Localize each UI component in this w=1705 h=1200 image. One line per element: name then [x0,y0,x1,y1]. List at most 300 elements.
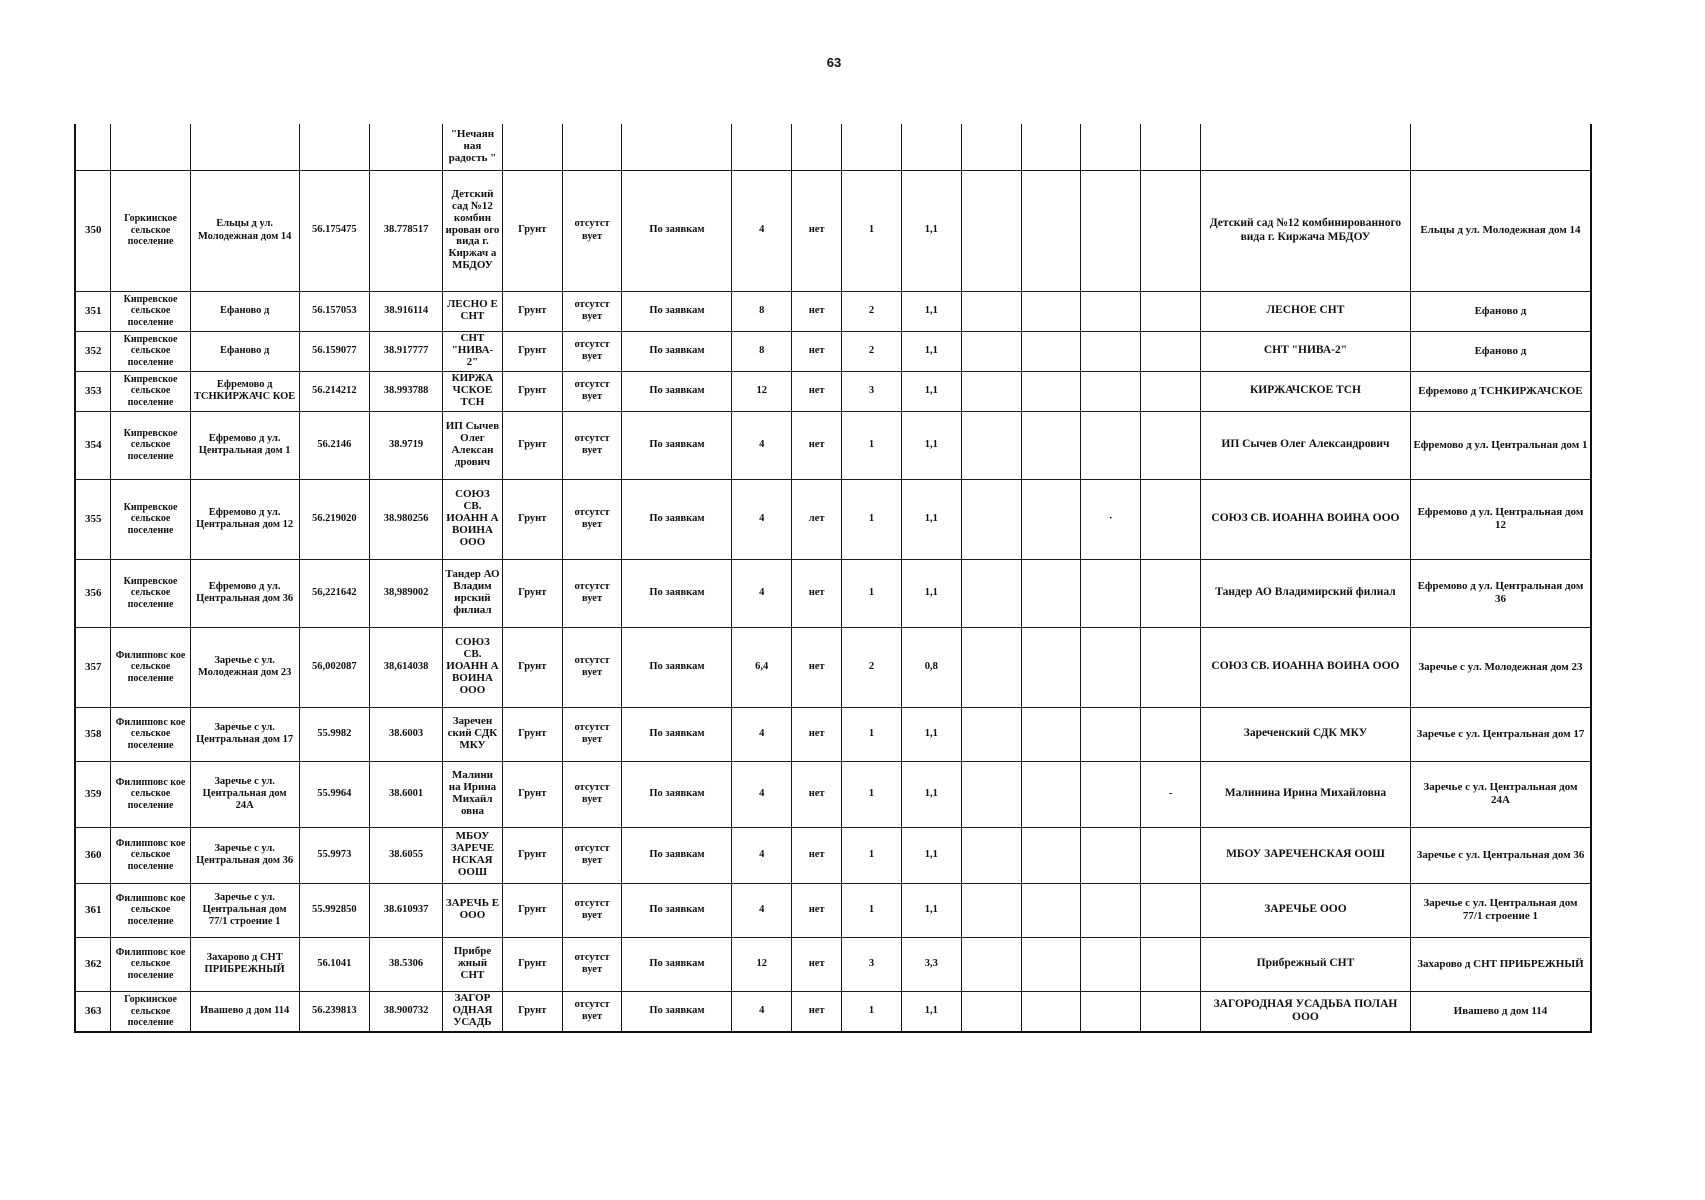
cell-longitude [370,124,443,170]
cell-longitude: 38.6003 [370,707,443,761]
cell-surface: Грунт [502,479,562,559]
cell-organization: СОЮЗ СВ. ИОАННА ВОИНА ООО [1201,479,1411,559]
cell-waste-source: Ефремово д ул. Центральная дом 36 [1410,559,1591,627]
cell-site-name: Тандер АО Владим ирский филиал [443,559,503,627]
cell-covered: нет [792,170,842,291]
cell-surface: Грунт [502,170,562,291]
cell-site-name: Заречен ский СДК МКУ [443,707,503,761]
cell-schedule: По заявкам [622,411,732,479]
cell-address: Ефремово д ТСНКИРЖАЧС КОЕ [190,371,299,411]
cell-organization: ИП Сычев Олег Александрович [1201,411,1411,479]
cell-area: 4 [732,991,792,1032]
cell-schedule: По заявкам [622,991,732,1032]
cell-area: 4 [732,761,792,827]
cell-extra-2 [1021,371,1081,411]
cell-fence: отсутст вует [562,827,622,883]
cell-extra-1 [961,761,1021,827]
cell-fence: отсутст вует [562,479,622,559]
cell-extra-3 [1081,761,1141,827]
cell-covered [792,124,842,170]
cell-covered: нет [792,761,842,827]
cell-container-count: 1 [842,883,902,937]
cell-extra-1 [961,291,1021,331]
cell-extra-2 [1021,937,1081,991]
cell-extra-1 [961,827,1021,883]
cell-surface: Грунт [502,991,562,1032]
cell-surface: Грунт [502,883,562,937]
cell-settlement: Филипповс кое сельское поселение [111,627,190,707]
cell-fence: отсутст вует [562,291,622,331]
cell-number: 353 [75,371,111,411]
table-row [75,170,1591,291]
cell-extra-4 [1141,707,1201,761]
cell-fence: отсутст вует [562,991,622,1032]
cell-waste-source: Ельцы д ул. Молодежная дом 14 [1410,170,1591,291]
cell-organization: Прибрежный СНТ [1201,937,1411,991]
cell-fence: отсутст вует [562,937,622,991]
cell-address: Заречье с ул. Центральная дом 24А [190,761,299,827]
cell-settlement: Филипповс кое сельское поселение [111,827,190,883]
cell-surface: Грунт [502,707,562,761]
cell-latitude: 56.175475 [299,170,370,291]
cell-settlement: Горкинское сельское поселение [111,170,190,291]
cell-longitude: 38,614038 [370,627,443,707]
cell-latitude: 56.157053 [299,291,370,331]
cell-address: Ельцы д ул. Молодежная дом 14 [190,170,299,291]
cell-schedule [622,124,732,170]
cell-covered: нет [792,291,842,331]
cell-number: 361 [75,883,111,937]
cell-schedule: По заявкам [622,291,732,331]
cell-site-name: ЗАРЕЧЬ Е ООО [443,883,503,937]
cell-number: 363 [75,991,111,1032]
cell-covered: нет [792,937,842,991]
cell-extra-3 [1081,937,1141,991]
table-row [75,883,1591,937]
cell-covered: нет [792,331,842,371]
cell-longitude: 38.980256 [370,479,443,559]
cell-longitude: 38.6001 [370,761,443,827]
cell-number: 355 [75,479,111,559]
cell-surface: Грунт [502,411,562,479]
cell-settlement: Горкинское сельское поселение [111,991,190,1032]
cell-extra-2 [1021,627,1081,707]
cell-area: 4 [732,479,792,559]
cell-longitude: 38.610937 [370,883,443,937]
cell-number: 359 [75,761,111,827]
table-row [75,707,1591,761]
cell-extra-3: · [1081,479,1141,559]
cell-waste-source: Заречье с ул. Центральная дом 77/1 строение 1 [1410,883,1591,937]
cell-extra-4 [1141,991,1201,1032]
table-row [75,827,1591,883]
cell-organization: СОЮЗ СВ. ИОАННА ВОИНА ООО [1201,627,1411,707]
cell-schedule: По заявкам [622,827,732,883]
cell-area [732,124,792,170]
cell-fence: отсутст вует [562,707,622,761]
cell-extra-3 [1081,827,1141,883]
cell-organization: ЗАГОРОДНАЯ УСАДЬБА ПОЛАН ООО [1201,991,1411,1032]
cell-address: Ивашево д дом 114 [190,991,299,1032]
cell-extra-3 [1081,627,1141,707]
cell-covered: нет [792,371,842,411]
cell-container-volume: 1,1 [901,991,961,1032]
cell-extra-1 [961,937,1021,991]
cell-settlement: Кипревское сельское поселение [111,291,190,331]
cell-extra-2 [1021,559,1081,627]
cell-longitude: 38.916114 [370,291,443,331]
cell-organization: Малинина Ирина Михайловна [1201,761,1411,827]
cell-number [75,124,111,170]
table-row [75,411,1591,479]
table-row [75,371,1591,411]
cell-extra-4 [1141,479,1201,559]
cell-container-count: 2 [842,627,902,707]
cell-settlement: Кипревское сельское поселение [111,479,190,559]
cell-longitude: 38.917777 [370,331,443,371]
cell-organization: КИРЖАЧСКОЕ ТСН [1201,371,1411,411]
cell-site-name: ЗАГОР ОДНАЯ УСАДЬ [443,991,503,1032]
cell-container-volume: 1,1 [901,331,961,371]
cell-container-volume [901,124,961,170]
cell-surface: Грунт [502,937,562,991]
cell-address: Заречье с ул. Центральная дом 36 [190,827,299,883]
cell-extra-1 [961,479,1021,559]
cell-waste-source [1410,124,1591,170]
cell-covered: нет [792,411,842,479]
cell-fence: отсутст вует [562,170,622,291]
cell-container-volume: 1,1 [901,827,961,883]
cell-settlement [111,124,190,170]
cell-longitude: 38.993788 [370,371,443,411]
table-row [75,291,1591,331]
cell-container-volume: 1,1 [901,479,961,559]
cell-latitude: 55.9964 [299,761,370,827]
cell-container-count: 2 [842,331,902,371]
cell-covered: нет [792,627,842,707]
cell-extra-4 [1141,883,1201,937]
cell-extra-2 [1021,761,1081,827]
table-row [75,937,1591,991]
cell-container-volume: 1,1 [901,559,961,627]
cell-covered: нет [792,559,842,627]
cell-schedule: По заявкам [622,371,732,411]
cell-longitude: 38.9719 [370,411,443,479]
cell-settlement: Кипревское сельское поселение [111,331,190,371]
cell-site-name: МБОУ ЗАРЕЧЕ НСКАЯ ООШ [443,827,503,883]
cell-longitude: 38.900732 [370,991,443,1032]
cell-extra-3 [1081,559,1141,627]
cell-latitude: 55.9982 [299,707,370,761]
cell-settlement: Кипревское сельское поселение [111,411,190,479]
cell-longitude: 38.778517 [370,170,443,291]
cell-area: 4 [732,883,792,937]
cell-waste-source: Ефаново д [1410,291,1591,331]
cell-latitude: 56,002087 [299,627,370,707]
cell-container-count: 3 [842,371,902,411]
cell-site-name: "Нечаян ная радость " [443,124,503,170]
cell-surface: Грунт [502,291,562,331]
cell-fence: отсутст вует [562,627,622,707]
cell-longitude: 38,989002 [370,559,443,627]
cell-organization [1201,124,1411,170]
cell-number: 351 [75,291,111,331]
cell-address: Заречье с ул. Молодежная дом 23 [190,627,299,707]
cell-container-count [842,124,902,170]
cell-container-count: 1 [842,991,902,1032]
cell-waste-source: Заречье с ул. Центральная дом 36 [1410,827,1591,883]
cell-schedule: По заявкам [622,761,732,827]
cell-schedule: По заявкам [622,937,732,991]
cell-container-volume: 1,1 [901,371,961,411]
cell-area: 8 [732,331,792,371]
table-row [75,991,1591,1032]
cell-extra-4: - [1141,761,1201,827]
cell-extra-4 [1141,937,1201,991]
cell-covered: нет [792,883,842,937]
cell-area: 4 [732,827,792,883]
table-row [75,761,1591,827]
cell-address: Ефаново д [190,331,299,371]
cell-fence [562,124,622,170]
cell-settlement: Филипповс кое сельское поселение [111,761,190,827]
cell-fence: отсутст вует [562,883,622,937]
cell-latitude: 56.219020 [299,479,370,559]
cell-area: 4 [732,707,792,761]
cell-extra-2 [1021,707,1081,761]
cell-site-name: КИРЖА ЧСКОЕ ТСН [443,371,503,411]
cell-waste-source: Ефремово д ТСНКИРЖАЧСКОЕ [1410,371,1591,411]
cell-extra-2 [1021,991,1081,1032]
cell-schedule: По заявкам [622,707,732,761]
page-number: 63 [826,55,842,70]
cell-surface [502,124,562,170]
cell-extra-3 [1081,371,1141,411]
cell-extra-1 [961,331,1021,371]
cell-extra-1 [961,411,1021,479]
cell-extra-3 [1081,170,1141,291]
cell-extra-1 [961,559,1021,627]
table-row [75,331,1591,371]
cell-fence: отсутст вует [562,331,622,371]
cell-address: Заречье с ул. Центральная дом 77/1 строение 1 [190,883,299,937]
cell-container-volume: 1,1 [901,761,961,827]
cell-longitude: 38.6055 [370,827,443,883]
cell-covered: лет [792,479,842,559]
cell-latitude: 56.1041 [299,937,370,991]
cell-container-volume: 1,1 [901,170,961,291]
cell-extra-2 [1021,479,1081,559]
cell-extra-1 [961,124,1021,170]
cell-area: 4 [732,559,792,627]
cell-extra-4 [1141,411,1201,479]
cell-organization: ЛЕСНОЕ СНТ [1201,291,1411,331]
cell-extra-1 [961,707,1021,761]
cell-container-count: 2 [842,291,902,331]
cell-extra-3 [1081,991,1141,1032]
cell-latitude: 56.2146 [299,411,370,479]
cell-schedule: По заявкам [622,627,732,707]
cell-latitude: 56.239813 [299,991,370,1032]
cell-extra-4 [1141,627,1201,707]
cell-waste-source: Заречье с ул. Центральная дом 24А [1410,761,1591,827]
cell-surface: Грунт [502,627,562,707]
cell-latitude: 55.9973 [299,827,370,883]
cell-extra-3 [1081,707,1141,761]
cell-container-count: 1 [842,707,902,761]
cell-extra-4 [1141,291,1201,331]
cell-address: Заречье с ул. Центральная дом 17 [190,707,299,761]
cell-longitude: 38.5306 [370,937,443,991]
cell-extra-4 [1141,371,1201,411]
cell-area: 8 [732,291,792,331]
cell-container-count: 3 [842,937,902,991]
cell-extra-4 [1141,559,1201,627]
cell-container-volume: 1,1 [901,291,961,331]
cell-site-name: ИП Сычев Олег Алексан дрович [443,411,503,479]
cell-covered: нет [792,827,842,883]
cell-area: 12 [732,371,792,411]
cell-extra-1 [961,627,1021,707]
cell-waste-source: Ивашево д дом 114 [1410,991,1591,1032]
cell-extra-2 [1021,170,1081,291]
cell-address: Ефремово д ул. Центральная дом 12 [190,479,299,559]
cell-number: 358 [75,707,111,761]
cell-container-count: 1 [842,559,902,627]
cell-waste-source: Ефремово д ул. Центральная дом 12 [1410,479,1591,559]
cell-extra-2 [1021,883,1081,937]
cell-schedule: По заявкам [622,883,732,937]
cell-extra-3 [1081,291,1141,331]
cell-site-name: Прибре жный СНТ [443,937,503,991]
cell-fence: отсутст вует [562,761,622,827]
cell-waste-source: Заречье с ул. Центральная дом 17 [1410,707,1591,761]
registry-table [74,124,1592,1033]
cell-organization: СНТ "НИВА-2" [1201,331,1411,371]
cell-container-volume: 1,1 [901,411,961,479]
cell-number: 357 [75,627,111,707]
cell-extra-2 [1021,411,1081,479]
cell-number: 350 [75,170,111,291]
cell-extra-1 [961,991,1021,1032]
cell-extra-3 [1081,411,1141,479]
cell-site-name: Малини на Ирина Михайл овна [443,761,503,827]
cell-fence: отсутст вует [562,411,622,479]
cell-container-volume: 1,1 [901,883,961,937]
cell-surface: Грунт [502,827,562,883]
cell-organization: Детский сад №12 комбинированного вида г. Киржача МБДОУ [1201,170,1411,291]
cell-container-count: 1 [842,761,902,827]
cell-surface: Грунт [502,331,562,371]
cell-fence: отсутст вует [562,559,622,627]
cell-extra-2 [1021,331,1081,371]
cell-address: Ефремово д ул. Центральная дом 36 [190,559,299,627]
table-row [75,627,1591,707]
cell-extra-1 [961,883,1021,937]
cell-area: 12 [732,937,792,991]
cell-surface: Грунт [502,559,562,627]
table-row [75,124,1591,170]
cell-extra-1 [961,371,1021,411]
cell-number: 354 [75,411,111,479]
cell-extra-1 [961,170,1021,291]
cell-extra-4 [1141,827,1201,883]
cell-number: 352 [75,331,111,371]
cell-area: 4 [732,411,792,479]
cell-schedule: По заявкам [622,479,732,559]
cell-site-name: Детский сад №12 комбин ирован ого вида г. Киржач а МБДОУ [443,170,503,291]
cell-site-name: СНТ "НИВА- 2" [443,331,503,371]
cell-number: 360 [75,827,111,883]
cell-organization: Зареченский СДК МКУ [1201,707,1411,761]
cell-organization: Тандер АО Владимирский филиал [1201,559,1411,627]
cell-latitude: 55.992850 [299,883,370,937]
cell-extra-3 [1081,124,1141,170]
cell-site-name: СОЮЗ СВ. ИОАНН А ВОИНА ООО [443,479,503,559]
cell-settlement: Филипповс кое сельское поселение [111,883,190,937]
cell-container-count: 1 [842,479,902,559]
cell-latitude: 56,221642 [299,559,370,627]
cell-covered: нет [792,991,842,1032]
cell-waste-source: Ефаново д [1410,331,1591,371]
cell-settlement: Кипревское сельское поселение [111,371,190,411]
cell-container-count: 1 [842,411,902,479]
cell-organization: МБОУ ЗАРЕЧЕНСКАЯ ООШ [1201,827,1411,883]
cell-settlement: Филипповс кое сельское поселение [111,937,190,991]
cell-extra-3 [1081,883,1141,937]
cell-latitude [299,124,370,170]
cell-extra-4 [1141,124,1201,170]
cell-waste-source: Ефремово д ул. Центральная дом 1 [1410,411,1591,479]
cell-extra-3 [1081,331,1141,371]
table-row [75,479,1591,559]
cell-address: Захарово д СНТ ПРИБРЕЖНЫЙ [190,937,299,991]
cell-waste-source: Захарово д СНТ ПРИБРЕЖНЫЙ [1410,937,1591,991]
table-row [75,559,1591,627]
cell-site-name: ЛЕСНО Е СНТ [443,291,503,331]
cell-address: Ефремово д ул. Центральная дом 1 [190,411,299,479]
cell-organization: ЗАРЕЧЬЕ ООО [1201,883,1411,937]
cell-settlement: Кипревское сельское поселение [111,559,190,627]
cell-schedule: По заявкам [622,331,732,371]
cell-settlement: Филипповс кое сельское поселение [111,707,190,761]
cell-surface: Грунт [502,761,562,827]
cell-surface: Грунт [502,371,562,411]
cell-latitude: 56.159077 [299,331,370,371]
cell-container-volume: 0,8 [901,627,961,707]
cell-fence: отсутст вует [562,371,622,411]
cell-area: 6,4 [732,627,792,707]
cell-extra-2 [1021,291,1081,331]
cell-container-count: 1 [842,827,902,883]
cell-area: 4 [732,170,792,291]
cell-address: Ефаново д [190,291,299,331]
cell-schedule: По заявкам [622,559,732,627]
cell-covered: нет [792,707,842,761]
cell-container-volume: 3,3 [901,937,961,991]
cell-address [190,124,299,170]
cell-container-volume: 1,1 [901,707,961,761]
cell-number: 362 [75,937,111,991]
cell-site-name: СОЮЗ СВ. ИОАНН А ВОИНА ООО [443,627,503,707]
cell-container-count: 1 [842,170,902,291]
cell-extra-4 [1141,170,1201,291]
cell-schedule: По заявкам [622,170,732,291]
cell-extra-4 [1141,331,1201,371]
cell-extra-2 [1021,827,1081,883]
cell-latitude: 56.214212 [299,371,370,411]
cell-waste-source: Заречье с ул. Молодежная дом 23 [1410,627,1591,707]
